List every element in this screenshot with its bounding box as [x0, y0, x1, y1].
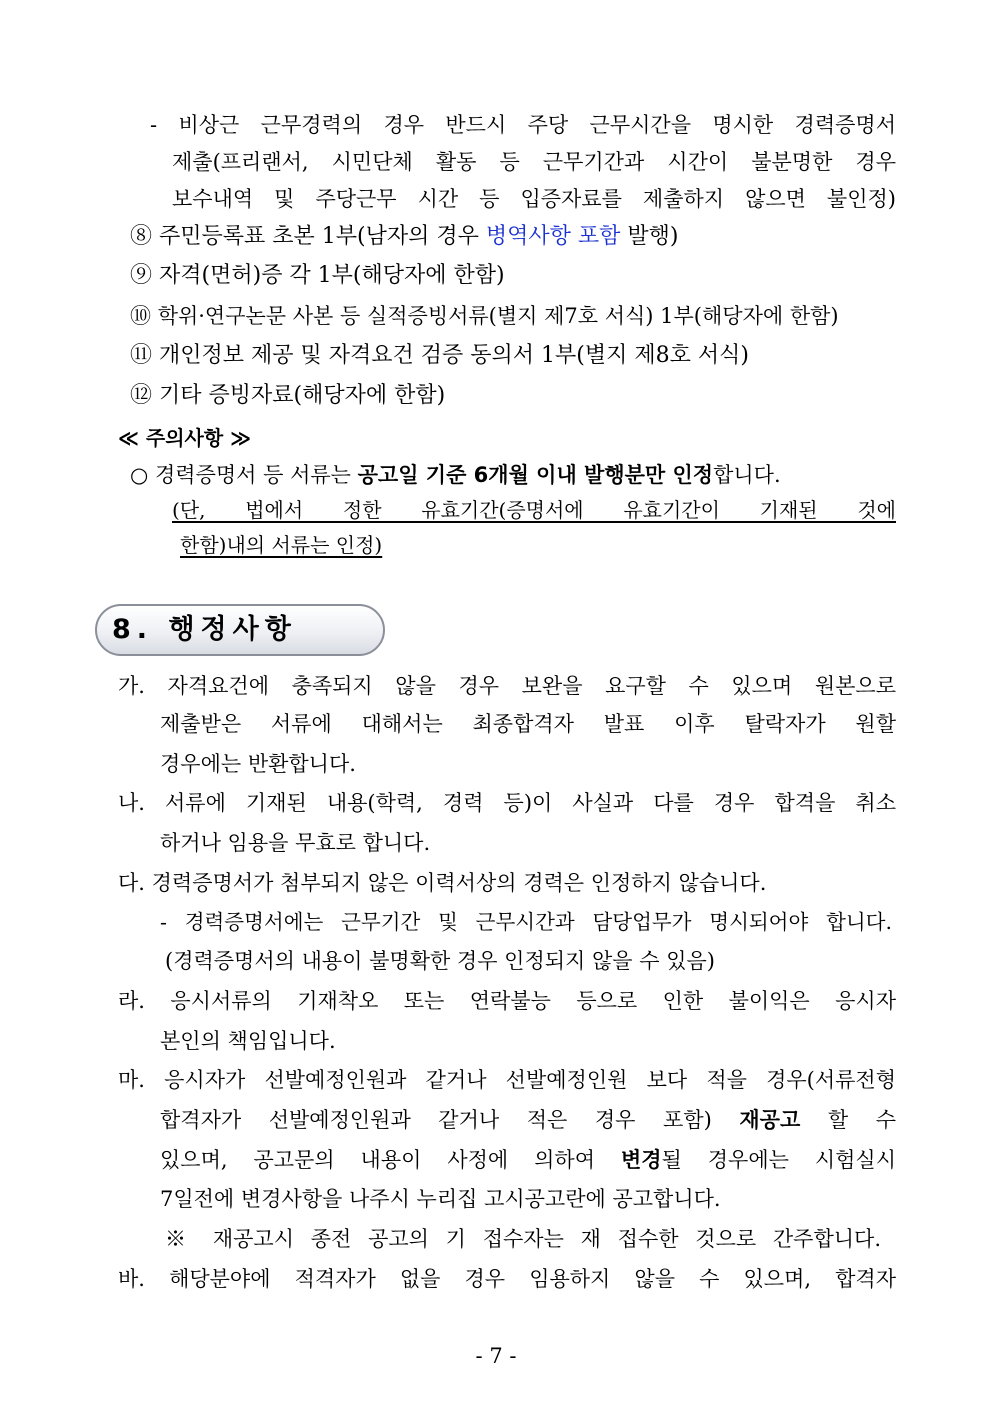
item-text: 개인정보 제공 및 자격요건 검증 동의서 1부(별지 제8호 서식) — [159, 343, 749, 368]
bullet-icon: ○ — [130, 463, 149, 487]
dash-note-line-2: 제출(프리랜서, 시민단체 활동 등 근무기간과 시간이 불분명한 경우 — [172, 150, 896, 174]
admin-na-line-1: 나. 서류에 기재된 내용(학력, 경력 등)이 사실과 다를 경우 합격을 취소 — [118, 791, 896, 815]
dash-note-line-1: - 비상근 근무경력의 경우 반드시 주당 근무시간을 명시한 경력증명서 — [150, 113, 896, 137]
admin-da-line-3: (경력증명서의 내용이 불명확한 경우 인정되지 않을 수 있음) — [165, 949, 715, 973]
admin-ga-line-1: 가. 자격요건에 충족되지 않을 경우 보완을 요구할 수 있으며 원본으로 — [118, 674, 896, 698]
item-number: ⑧ — [130, 224, 153, 249]
item-text: 자격(면허)증 각 1부(해당자에 한함) — [159, 263, 505, 288]
item-number: ⑫ — [130, 383, 153, 408]
ma-bold-change: 변경 — [620, 1148, 662, 1172]
caution-line-1 — [130, 461, 896, 489]
admin-ga-line-2: 제출받은 서류에 대해서는 최종합격자 발표 이후 탈락자가 원할 — [160, 712, 896, 736]
list-item-10 — [130, 302, 839, 330]
caution-text: 경력증명서 등 서류는 — [155, 463, 358, 487]
page-number: - 7 - — [475, 1344, 517, 1368]
caution-heading: ≪ 주의사항 ≫ — [118, 426, 252, 450]
item-text: 주민등록표 초본 1부(남자의 경우 — [159, 224, 486, 249]
item-number: ⑨ — [130, 263, 153, 288]
admin-ma-line-3 — [160, 1146, 896, 1174]
item-text: 기타 증빙자료(해당자에 한함) — [159, 383, 446, 408]
admin-ra-line-2: 본인의 책임입니다. — [160, 1029, 336, 1053]
ma-text-end: 할 수 — [800, 1108, 896, 1132]
admin-ma-line-2 — [160, 1106, 896, 1134]
admin-ma-note: ※ 재공고시 종전 공고의 기 접수자는 재 접수한 것으로 간주합니다. — [165, 1227, 881, 1251]
admin-ga-line-3: 경우에는 반환합니다. — [160, 752, 356, 776]
item-number: ⑩ — [130, 304, 151, 328]
caution-line-2: (단, 법에서 정한 유효기간(증명서에 유효기간이 기재된 것에 — [172, 498, 896, 522]
list-item-9 — [130, 262, 505, 290]
ma-text-end: 될 경우에는 시험실시 — [661, 1148, 896, 1172]
ma-bold-reannounce: 재공고 — [739, 1108, 801, 1132]
dash-note-line-3: 보수내역 및 주당근무 시간 등 입증자료를 제출하지 않으면 불인정) — [172, 187, 896, 211]
ma-text: 있으며, 공고문의 내용이 사정에 의하여 — [160, 1148, 621, 1172]
admin-da-line-2: - 경력증명서에는 근무기간 및 근무시간과 담당업무가 명시되어야 합니다. — [160, 910, 892, 934]
caution-text-end: 합니다. — [713, 463, 781, 487]
admin-na-line-2: 하거나 임용을 무효로 합니다. — [160, 831, 431, 855]
list-item-8 — [130, 223, 678, 251]
ma-text: 합격자가 선발예정인원과 같거나 적은 경우 포함) — [160, 1108, 740, 1132]
admin-ma-line-1: 마. 응시자가 선발예정인원과 같거나 선발예정인원 보다 적을 경우(서류전형 — [118, 1068, 896, 1092]
list-item-11 — [130, 342, 749, 370]
item-number: ⑪ — [130, 343, 153, 368]
item-highlight: 병역사항 포함 — [485, 224, 621, 249]
caution-line-3: 한함)내의 서류는 인정) — [180, 533, 383, 557]
list-item-12 — [130, 382, 445, 410]
caution-bold: 공고일 기준 6개월 이내 발행분만 인정 — [357, 463, 714, 487]
item-text-end: 발행) — [620, 224, 679, 249]
item-text: 학위·연구논문 사본 등 실적증빙서류(별지 제7호 서식) 1부(해당자에 한함) — [157, 304, 839, 328]
section-title: 8. 행정사항 — [112, 614, 297, 645]
admin-ma-line-4: 7일전에 변경사항을 나주시 누리집 고시공고란에 공고합니다. — [160, 1187, 721, 1211]
admin-da-line-1: 다. 경력증명서가 첨부되지 않은 이력서상의 경력은 인정하지 않습니다. — [118, 871, 767, 895]
admin-ba-line-1: 바. 해당분야에 적격자가 없을 경우 임용하지 않을 수 있으며, 합격자 — [118, 1267, 896, 1291]
admin-ra-line-1: 라. 응시서류의 기재착오 또는 연락불능 등으로 인한 불이익은 응시자 — [118, 989, 896, 1013]
